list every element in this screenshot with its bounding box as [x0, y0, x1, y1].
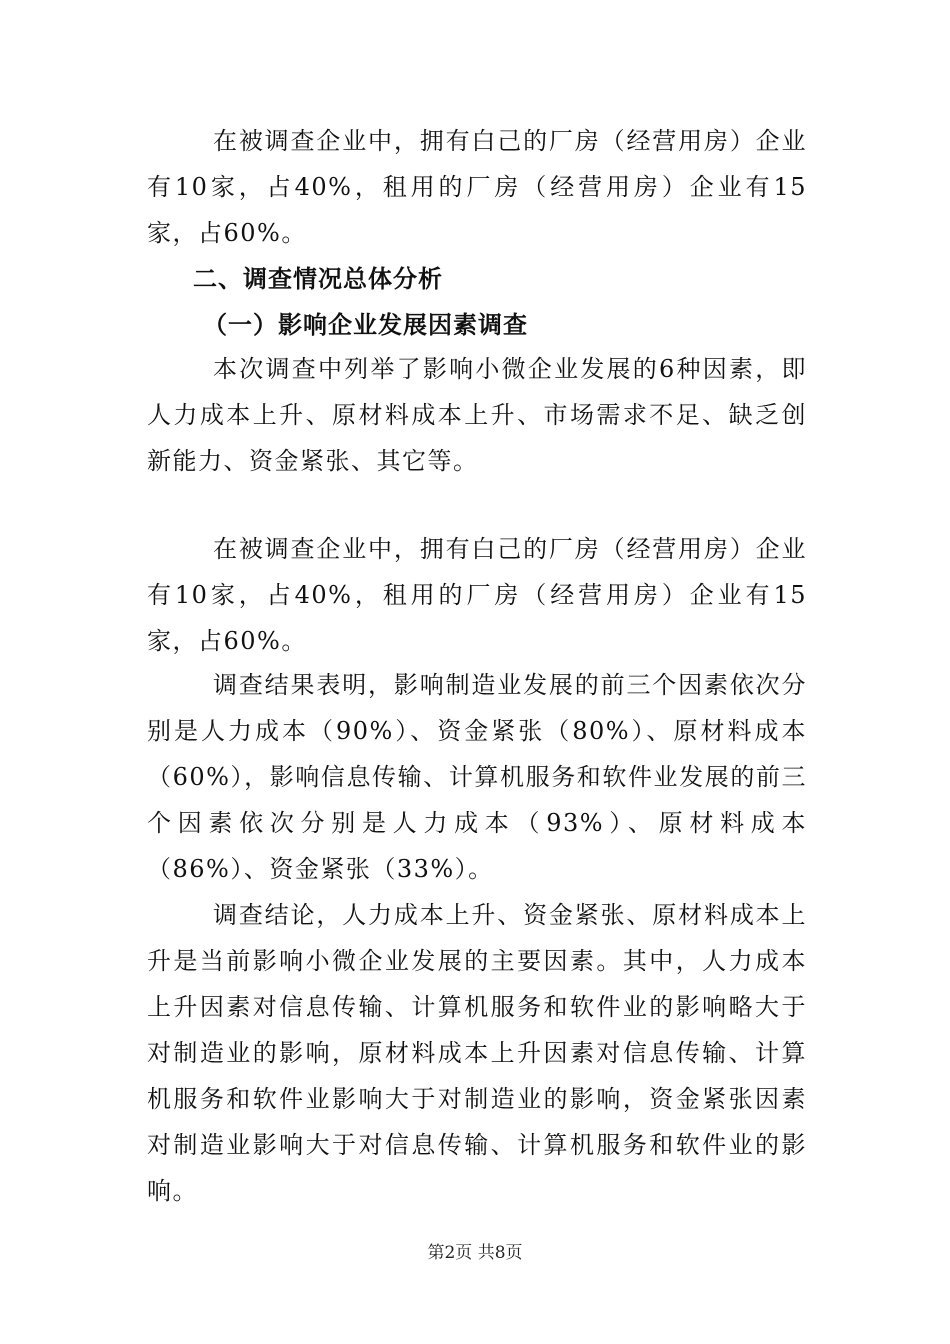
page-number-footer: 第2页 共8页 — [427, 1243, 523, 1263]
paragraph-survey-conclusion: 调查结论，人力成本上升、资金紧张、原材料成本上升是当前影响小微企业发展的主要因素。其中，人力成本上升因素对信息传输、计算机服务和软件业的影响略大于对制造业的影响，原材料成本上升因素对信息传输、计算机服务和软件业影响大于对制造业的影响，资金紧张因素对制造业影响大于对信息传输、计算机服务和软件业的影响。 — [147, 901, 807, 1205]
paragraph-property-ownership-repeat: 在被调查企业中，拥有白己的厂房（经营用房）企业有10家，占40%，租用的厂房（经营用房）企业有15家，占60%。 — [147, 535, 807, 655]
paragraph-six-factors: 本次调查中列举了影响小微企业发展的6种因素，即人力成本上升、原材料成本上升、市场需求不足、缺乏创新能力、资金紧张、其它等。 — [147, 355, 807, 475]
subsection-heading-development-factors: （一）影响企业发展因素调查 — [203, 311, 528, 339]
section-heading-overall-analysis: 二、调查情况总体分析 — [193, 265, 443, 293]
paragraph-property-ownership: 在被调查企业中，拥有白己的厂房（经营用房）企业有10家，占40%，租用的厂房（经营用房）企业有15家，占60%。 — [147, 127, 807, 247]
paragraph-survey-results: 调查结果表明，影响制造业发展的前三个因素依次分别是人力成本（90%）、资金紧张（80%）、原材料成本（60%），影响信息传输、计算机服务和软件业发展的前三个因素依次分别是人力成本（93%）、原材料成本（86%）、资金紧张（33%）。 — [147, 671, 807, 883]
